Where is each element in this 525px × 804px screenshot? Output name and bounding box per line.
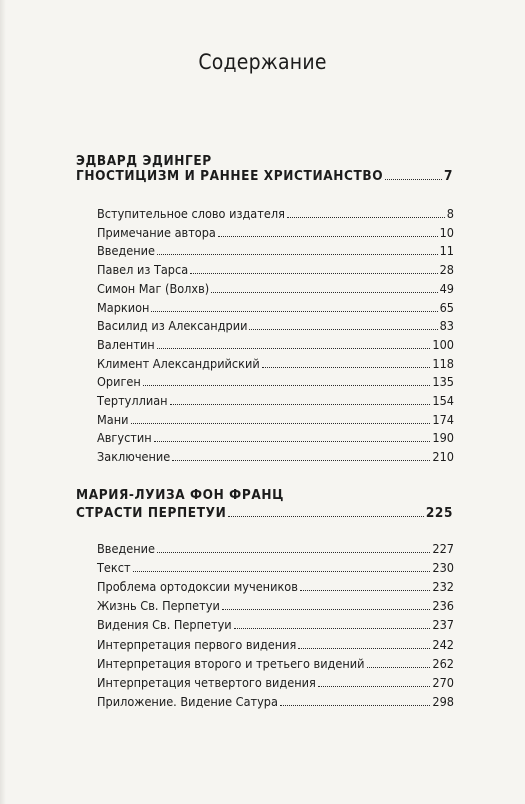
leader-dots — [218, 236, 438, 237]
toc-entry — [97, 674, 454, 692]
author-heading-2: МАРИЯ-ЛУИЗА ФОН ФРАНЦ — [76, 487, 284, 503]
toc-entry — [97, 205, 454, 223]
toc-entry-label: Интерпретация первого видения — [97, 636, 297, 652]
toc-book-page: 225 — [425, 505, 453, 521]
toc-entry — [97, 355, 454, 373]
leader-dots — [133, 571, 431, 572]
toc-entry — [97, 448, 454, 466]
leader-dots — [211, 292, 437, 293]
toc-entry-label: Вступительное слово издателя — [97, 206, 285, 221]
toc-entry — [97, 597, 454, 615]
toc-entry — [97, 373, 454, 391]
page-title: Содержание — [198, 50, 327, 74]
leader-dots — [157, 254, 438, 255]
toc-book-2 — [76, 504, 453, 522]
toc-entry — [97, 693, 454, 711]
toc-entry-label: Интерпретация второго и третьего видений — [97, 655, 365, 671]
toc-entry-page: 11 — [439, 243, 454, 259]
toc-entry-label: Введение — [97, 243, 155, 259]
toc-entry-label: Введение — [97, 541, 155, 556]
toc-entry — [97, 540, 454, 558]
author-heading-1: ЭДВАРД ЭДИНГЕР — [76, 153, 212, 169]
toc-entry-label: Симон Маг (Волхв) — [97, 280, 210, 296]
toc-entry-label: Текст — [97, 560, 131, 576]
page-edge-shadow — [0, 0, 6, 804]
leader-dots — [234, 628, 431, 629]
toc-entry-page: 49 — [439, 280, 454, 296]
toc-entry-label: Климент Александрийский — [97, 355, 260, 371]
toc-entry-label: Видения Св. Перпетуи — [97, 617, 232, 633]
leader-dots — [287, 217, 445, 218]
toc-entry — [97, 655, 454, 673]
leader-dots — [172, 460, 430, 461]
toc-entry-page: 174 — [432, 411, 454, 427]
toc-entry — [97, 616, 454, 634]
toc-entry-page: 135 — [432, 374, 454, 390]
toc-entry — [97, 261, 454, 279]
leader-dots — [300, 590, 430, 591]
leader-dots — [228, 516, 424, 517]
leader-dots — [143, 385, 431, 386]
toc-entry-page: 65 — [439, 299, 454, 315]
toc-entry-page: 8 — [446, 206, 454, 221]
toc-entry-label: Интерпретация четвертого видения — [97, 674, 316, 690]
toc-entry — [97, 429, 454, 447]
toc-entry-page: 230 — [432, 560, 454, 576]
toc-book-1 — [76, 167, 453, 185]
leader-dots — [367, 667, 431, 668]
leader-dots — [298, 648, 430, 649]
toc-entry-label: Валентин — [97, 336, 155, 352]
toc-entry-label: Примечание автора — [97, 224, 216, 240]
leader-dots — [157, 552, 430, 553]
toc-entry — [97, 299, 454, 317]
toc-entry-label: Маркион — [97, 299, 150, 315]
leader-dots — [131, 423, 431, 424]
toc-entry — [97, 559, 454, 577]
leader-dots — [157, 348, 431, 349]
toc-entry-page: 190 — [432, 430, 454, 446]
toc-entry-page: 298 — [432, 693, 454, 709]
leader-dots — [385, 179, 442, 180]
toc-entry — [97, 636, 454, 654]
toc-entry-label: Заключение — [97, 449, 171, 465]
leader-dots — [190, 273, 437, 274]
toc-entry-page: 154 — [432, 393, 454, 408]
toc-entry-page: 262 — [432, 655, 454, 671]
toc-entry-page: 270 — [432, 674, 454, 690]
toc-entry — [97, 317, 454, 335]
leader-dots — [170, 404, 431, 405]
toc-entry — [97, 411, 454, 429]
toc-entry — [97, 392, 454, 410]
leader-dots — [249, 329, 437, 330]
toc-entry-label: Приложение. Видение Сатура — [97, 693, 278, 709]
toc-entry — [97, 224, 454, 242]
toc-entry-label: Павел из Тарса — [97, 262, 189, 278]
toc-entry-label: Тертуллиан — [97, 393, 168, 408]
toc-entry-page: 83 — [439, 318, 454, 334]
toc-entry-label: Мани — [97, 411, 129, 427]
leader-dots — [280, 705, 430, 706]
toc-entry-page: 232 — [432, 579, 454, 595]
toc-book-page: 7 — [443, 168, 453, 184]
toc-entry-label: Василид из Александрии — [97, 318, 248, 334]
toc-book-label: СТРАСТИ ПЕРПЕТУИ — [76, 505, 227, 521]
toc-entry-page: 10 — [439, 224, 454, 240]
toc-entry — [97, 578, 454, 596]
toc-entry-page: 28 — [439, 262, 454, 278]
toc-entry — [97, 280, 454, 298]
toc-book-label: ГНОСТИЦИЗМ И РАННЕЕ ХРИСТИАНСТВО — [76, 168, 384, 184]
toc-entry-label: Ориген — [97, 374, 141, 390]
toc-entry — [97, 242, 454, 260]
leader-dots — [262, 367, 431, 368]
toc-entry-page: 210 — [432, 449, 454, 465]
toc-entry-page: 100 — [432, 336, 454, 352]
toc-entry-page: 236 — [432, 598, 454, 614]
toc-entry-page: 118 — [432, 355, 454, 371]
toc-entry-label: Августин — [97, 430, 152, 446]
leader-dots — [222, 609, 431, 610]
toc-entry-page: 242 — [432, 636, 454, 652]
toc-entry — [97, 336, 454, 354]
leader-dots — [151, 311, 437, 312]
toc-entry-page: 237 — [432, 617, 454, 633]
toc-entry-label: Проблема ортодоксии мучеников — [97, 579, 298, 595]
leader-dots — [318, 686, 431, 687]
leader-dots — [154, 441, 431, 442]
toc-entry-page: 227 — [432, 541, 454, 556]
toc-entry-label: Жизнь Св. Перпетуи — [97, 598, 220, 614]
